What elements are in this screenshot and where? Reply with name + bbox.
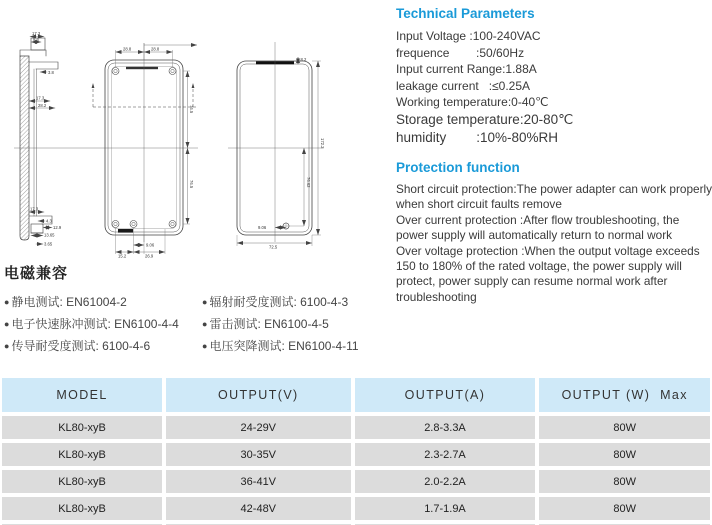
model-cell: KL80-xyB (2, 416, 162, 439)
model-cell: KL80-xyB (2, 443, 162, 466)
protection-line: Over current protection :After flow troubleshooting, the (396, 212, 680, 227)
emc-test-label: 静电测试: EN61004-2 (11, 295, 127, 309)
bullet-icon: ● (4, 319, 10, 329)
dim-label: 3.65 (44, 241, 53, 247)
technical-parameters-section (396, 6, 710, 147)
table-row (2, 416, 710, 439)
output-v-cell: 30-35V (166, 443, 350, 466)
dim-label: 28.8 (151, 46, 160, 52)
model-cell: KL80-xyB (2, 470, 162, 493)
dim-label: 12.9 (53, 225, 62, 230)
protection-line: protect, power supply can resume normal work after (396, 274, 668, 289)
spec-line-frequence: frequence :50/60Hz (396, 45, 525, 60)
dim-label: 172.2 (320, 138, 325, 149)
dim-label: 28.8 (123, 46, 132, 52)
dim-label: 9.6 (33, 36, 39, 42)
emc-test-item (202, 339, 406, 354)
output-w-cell: 80W (539, 416, 710, 439)
table-row (2, 470, 710, 493)
spec-line-leakage-current: leakage current :≤0.25A (396, 78, 530, 93)
technical-parameters-heading: Technical Parameters (396, 6, 535, 21)
emc-test-label: 电压突降测试: EN6100-4-11 (209, 339, 359, 353)
emc-heading: 电磁兼容 (4, 265, 69, 282)
output-w-cell: 80W (539, 497, 710, 520)
protection-line: when short circuit faults remove (396, 197, 562, 212)
bullet-icon: ● (202, 297, 208, 307)
bullet-icon: ● (202, 319, 208, 329)
emc-test-item (4, 295, 202, 310)
protection-line: 150 to 180% of the rated voltage, the power supply will (396, 259, 682, 274)
output-a-cell: 2.3-2.7A (355, 443, 536, 466)
front-view-drawing (228, 42, 325, 250)
dim-label: 17.3 (32, 31, 41, 36)
dim-label: 3.8 (48, 70, 54, 75)
dim-label: 76.5 (189, 105, 194, 114)
output-v-cell: 36-41V (166, 470, 350, 493)
bullet-icon: ● (4, 297, 10, 307)
emc-test-item (4, 317, 202, 332)
dim-label: 13.65 (44, 232, 55, 238)
emc-test-label: 电子快速脉冲测试: EN6100-4-4 (11, 317, 179, 331)
col-header-output-a: OUTPUT(A) (355, 378, 536, 412)
protection-line: power supply will automatically return to normal work (396, 228, 673, 243)
emc-test-item (202, 317, 406, 332)
dim-label: 26.9 (145, 253, 154, 259)
spec-line-working-temp: Working temperature:0-40℃ (396, 95, 549, 109)
table-row (2, 443, 710, 466)
output-w-cell: 80W (539, 470, 710, 493)
spec-line-input-voltage: Input Voltage :100-240VAC (396, 29, 541, 43)
dim-label: 72.5 (269, 244, 278, 250)
spec-line-input-current: Input current Range:1.88A (396, 62, 537, 76)
dim-label: 8.2 (300, 57, 307, 62)
model-cell: KL80-xyB (2, 497, 162, 520)
bullet-icon: ● (202, 341, 208, 351)
table-row (2, 497, 710, 520)
bullet-icon: ● (4, 341, 10, 351)
output-w-cell: 80W (539, 443, 710, 466)
protection-line: Over voltage protection :When the output voltage exceeds (396, 243, 700, 258)
col-header-output-w: OUTPUT (W) Max (539, 378, 710, 412)
table-header-row (2, 378, 710, 412)
dim-label: 17.3 (36, 95, 45, 101)
emc-test-item (4, 339, 202, 354)
protection-function-section (396, 160, 712, 305)
emc-test-label: 传导耐受度测试: 6100-4-6 (11, 339, 151, 353)
dim-label: 76.5 (189, 180, 194, 189)
emc-section (4, 262, 406, 354)
side-view-drawing (20, 31, 62, 246)
spec-line-storage-temp: Storage temperature:20-80℃ (396, 111, 574, 127)
protection-line: Short circuit protection:The power adapter can work properly (396, 182, 712, 196)
protection-function-heading: Protection function (396, 160, 520, 175)
dim-label: 9.06 (258, 225, 267, 230)
output-a-cell: 2.0-2.2A (355, 470, 536, 493)
emc-test-list (4, 295, 406, 354)
emc-test-item (202, 295, 406, 310)
output-a-cell: 1.7-1.9A (355, 497, 536, 520)
protection-line: troubleshooting (396, 289, 477, 304)
output-a-cell: 2.8-3.3A (355, 416, 536, 439)
emc-test-label: 辐射耐受度测试: 6100-4-3 (209, 295, 349, 309)
top-view-drawing (14, 43, 198, 259)
output-v-cell: 24-29V (166, 416, 350, 439)
dim-label: 15.2 (118, 253, 127, 259)
col-header-output-v: OUTPUT(V) (166, 378, 350, 412)
output-v-cell: 42-48V (166, 497, 350, 520)
col-header-model: MODEL (2, 378, 162, 412)
output-spec-table (2, 378, 710, 525)
dim-label: 76.62 (306, 177, 311, 188)
dim-label: 4.3 (46, 218, 52, 224)
spec-line-humidity: humidity :10%-80%RH (396, 129, 559, 145)
emc-test-label: 雷击测试: EN6100-4-5 (209, 317, 329, 331)
dim-label: 28.2 (38, 102, 47, 108)
dim-label: 17.3 (30, 206, 39, 212)
technical-drawings (0, 30, 390, 260)
dim-label: 9.06 (146, 242, 155, 248)
